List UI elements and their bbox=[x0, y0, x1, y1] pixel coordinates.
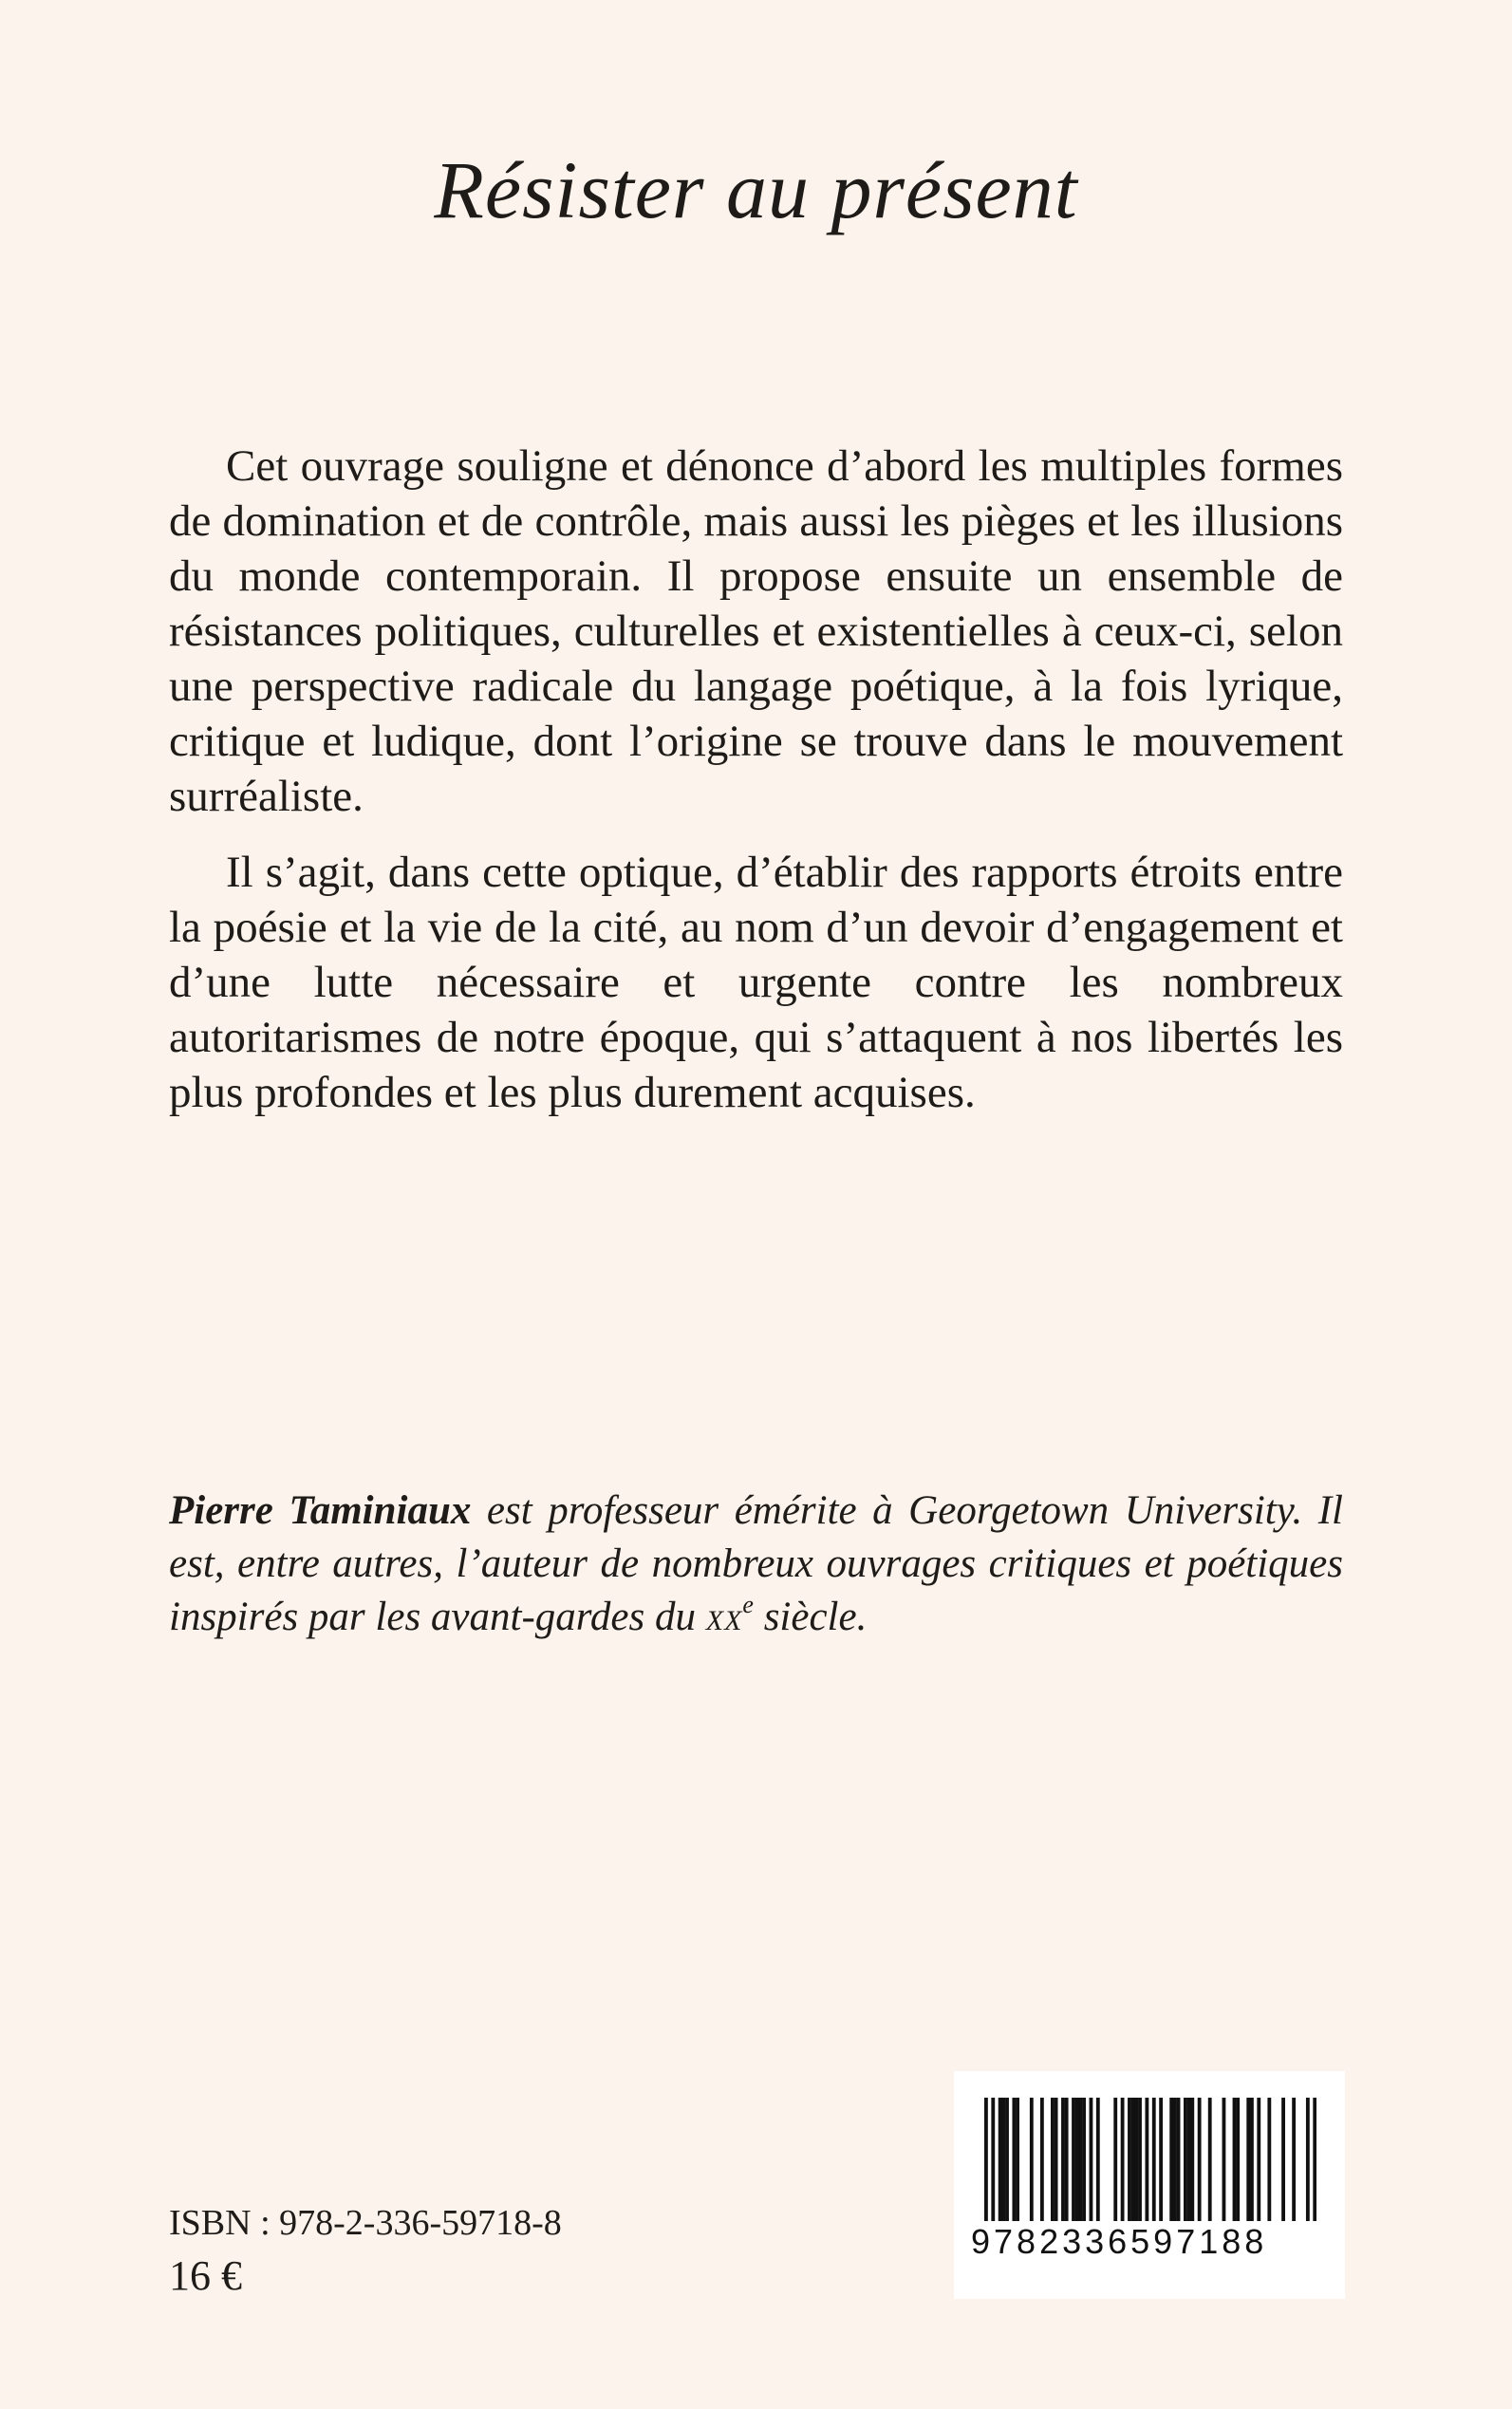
barcode-bar bbox=[1281, 2098, 1285, 2221]
barcode-bar bbox=[1190, 2098, 1194, 2221]
barcode bbox=[954, 2071, 1345, 2299]
barcode-bar bbox=[1173, 2098, 1177, 2221]
barcode-bar bbox=[1257, 2098, 1260, 2221]
barcode-bar bbox=[1233, 2098, 1237, 2221]
book-title: Résister au présent bbox=[434, 144, 1078, 235]
back-cover-blurb bbox=[169, 439, 1343, 1141]
barcode-bar bbox=[1236, 2098, 1240, 2221]
barcode-bar bbox=[1012, 2098, 1016, 2221]
century-numeral: xx bbox=[705, 1595, 743, 1639]
barcode-bar bbox=[1082, 2098, 1086, 2221]
barcode-bar bbox=[1096, 2098, 1100, 2221]
barcode-bar bbox=[991, 2098, 995, 2221]
barcode-bar bbox=[1030, 2098, 1034, 2221]
barcode-bars bbox=[984, 2098, 1316, 2221]
author-bio-text: est professeur émérite à Georgetown University. Il est, entre autres, l’auteur de nombreux ouvrages critiques et poétiques inspirés par les avant-gardes du bbox=[169, 1488, 1343, 1639]
barcode-bar bbox=[1169, 2098, 1173, 2221]
barcode-bar bbox=[1005, 2098, 1009, 2221]
barcode-bar bbox=[1016, 2098, 1019, 2221]
price-label: 16 € bbox=[169, 2252, 242, 2299]
barcode-bar bbox=[1065, 2098, 1069, 2221]
barcode-bar bbox=[1061, 2098, 1065, 2221]
barcode-bar bbox=[1001, 2098, 1005, 2221]
barcode-bar bbox=[1152, 2098, 1156, 2221]
barcode-bar bbox=[1208, 2098, 1212, 2221]
blurb-paragraph-1: Cet ouvrage souligne et dénonce d’abord les multiples formes de domination et de contrôle, mais aussi les pièges et les illusions du monde contemporain. Il propose ensuite un ensemble de résistances politiques, culturelles et existentielles à ceux-ci, selon une perspective radicale du langage poétique, à la fois lyrique, critique et ludique, dont l’origine se trouve dans le mouvement surréaliste. bbox=[169, 441, 1343, 821]
barcode-bar bbox=[1292, 2098, 1296, 2221]
barcode-bar bbox=[999, 2098, 1002, 2221]
barcode-bar bbox=[1075, 2098, 1079, 2221]
barcode-bar bbox=[1313, 2098, 1316, 2221]
barcode-bar bbox=[1184, 2098, 1187, 2221]
barcode-bar bbox=[1145, 2098, 1148, 2221]
author-bio-text-end: siècle. bbox=[763, 1595, 868, 1639]
barcode-bar bbox=[1113, 2098, 1117, 2221]
barcode-bar bbox=[1159, 2098, 1163, 2221]
author-name: Pierre Taminiaux bbox=[169, 1488, 472, 1533]
barcode-bar bbox=[1198, 2098, 1202, 2221]
barcode-bar bbox=[1250, 2098, 1254, 2221]
barcode-bar bbox=[1246, 2098, 1250, 2221]
barcode-bar bbox=[1055, 2098, 1058, 2221]
barcode-bar bbox=[1078, 2098, 1082, 2221]
century-superscript: e bbox=[742, 1591, 754, 1618]
barcode-bar bbox=[1177, 2098, 1181, 2221]
barcode-bar bbox=[1051, 2098, 1055, 2221]
barcode-bar bbox=[1131, 2098, 1135, 2221]
barcode-bar bbox=[1072, 2098, 1075, 2221]
barcode-bar bbox=[984, 2098, 988, 2221]
barcode-bar bbox=[1090, 2098, 1093, 2221]
barcode-digits: 9782336597188 bbox=[971, 2222, 1268, 2261]
barcode-bar bbox=[1134, 2098, 1138, 2221]
isbn-label: ISBN : 978-2-336-59718-8 bbox=[169, 2203, 562, 2243]
barcode-bar bbox=[1128, 2098, 1131, 2221]
blurb-paragraph-2: Il s’agit, dans cette optique, d’établir des rapports étroits entre la poésie et la vie de la cité, au nom d’un devoir d’engagement et d’une lutte nécessaire et urgente contre les nombreux autoritarismes de notre époque, qui s’attaquent à nos libertés les plus profondes et les plus durement acquises. bbox=[169, 848, 1343, 1117]
barcode-bar bbox=[1267, 2098, 1271, 2221]
barcode-bar bbox=[1121, 2098, 1125, 2221]
barcode-bar bbox=[1138, 2098, 1142, 2221]
barcode-bar bbox=[1040, 2098, 1044, 2221]
barcode-bar bbox=[1223, 2098, 1226, 2221]
barcode-bar bbox=[1187, 2098, 1191, 2221]
barcode-bar bbox=[1306, 2098, 1310, 2221]
author-bio bbox=[169, 1485, 1343, 1644]
